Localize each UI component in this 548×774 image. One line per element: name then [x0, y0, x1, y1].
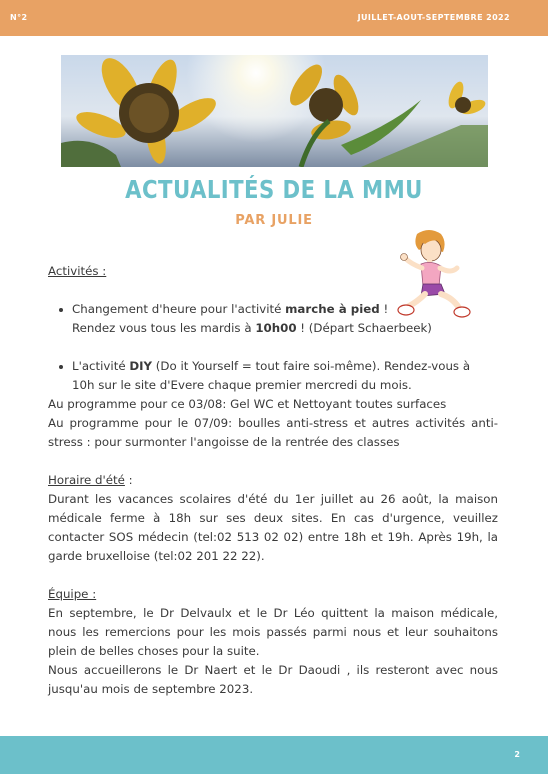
- bullet-dot: [59, 308, 63, 312]
- bullet1-line2-end: ! (Départ Schaerbeek): [296, 321, 432, 335]
- horaire-heading-colon: :: [124, 473, 133, 487]
- bullet1-text-end: !: [379, 302, 389, 316]
- list-item: [48, 357, 498, 395]
- programme-september: Au programme pour le 07/09: boulles anti-stress et autres activités anti-stress : pour surmonter l'angoisse de la rentrée des classes: [48, 416, 498, 449]
- header-bar: [0, 0, 548, 36]
- bullet2-text: L'activité: [72, 359, 130, 373]
- list-item: [48, 300, 498, 338]
- footer-bar: [0, 736, 548, 774]
- programme-august: Au programme pour ce 03/08: Gel WC et Nettoyant toutes surfaces: [48, 397, 447, 411]
- bullet2-bold: DIY: [129, 359, 153, 373]
- article-title: ACTUALITÉS DE LA MMU: [125, 175, 423, 204]
- bullet1-bold: marche à pied: [285, 302, 380, 316]
- article-body: [48, 262, 498, 699]
- equipe-text: En septembre, le Dr Delvaulx et le Dr Léo quittent la maison médicale, nous les remercions pour les mois passés parmi nous et leur souhaitons plein de belles choses pour la suite.: [48, 606, 498, 658]
- equipe-heading: Équipe :: [48, 587, 97, 601]
- article-byline: PAR JULIE: [235, 213, 313, 228]
- bullet1-text: Changement d'heure pour l'activité: [72, 302, 286, 316]
- bullet2-line2: 10h sur le site d'Evere chaque premier mercredi du mois.: [72, 378, 412, 392]
- bullet-dot: [59, 365, 63, 369]
- issue-number: N°2: [10, 13, 28, 22]
- bullet1-line2: Rendez vous tous les mardis à: [72, 321, 256, 335]
- sunflower-photo: [61, 55, 488, 167]
- horaire-heading: Horaire d'été: [48, 473, 125, 487]
- activites-heading: Activités :: [48, 264, 107, 278]
- equipe-text-2: Nous accueillerons le Dr Naert et le Dr Daoudi , ils resteront avec nous jusqu'au mois de septembre 2023.: [48, 663, 498, 696]
- bullet1-time: 10h00: [255, 321, 297, 335]
- horaire-text: Durant les vacances scolaires d'été du 1er juillet au 26 août, la maison médicale ferme à 18h sur ses deux sites. En cas d'urgence, veuillez contacter SOS médecin (tel:02 513 02 02) entre 18h et 19h. Après 19h, la garde bruxelloise (tel:02 201 22 22).: [48, 492, 498, 563]
- bullet2-text-end: (Do it Yourself = tout faire soi-même). Rendez-vous à: [152, 359, 471, 373]
- page-number: 2: [514, 750, 520, 759]
- issue-period: JUILLET-AOUT-SEPTEMBRE 2022: [357, 13, 510, 22]
